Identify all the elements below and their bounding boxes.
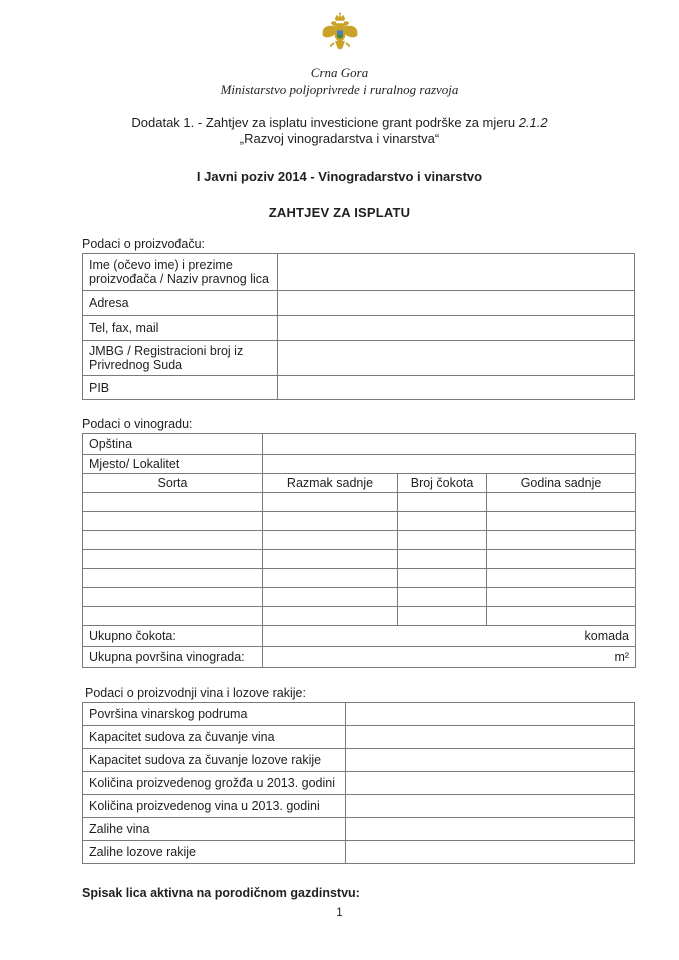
col-header-razmak: Razmak sadnje xyxy=(263,474,398,493)
vineyard-cell-sorta[interactable] xyxy=(83,493,263,512)
vineyard-cell-sorta[interactable] xyxy=(83,550,263,569)
vineyard-cell-godina[interactable] xyxy=(487,569,636,588)
title-dodatak-text: Dodatak 1. - Zahtjev za isplatu investicione grant podrške za mjeru xyxy=(131,115,519,130)
input-zalihe-rakije-cell[interactable] xyxy=(346,841,635,864)
col-header-broj-cokota: Broj čokota xyxy=(398,474,487,493)
vineyard-cell-sorta[interactable] xyxy=(83,531,263,550)
vineyard-cell-broj-cokota[interactable] xyxy=(398,512,487,531)
vineyard-cell-broj-cokota[interactable] xyxy=(398,550,487,569)
label-povrsina-podruma: Površina vinarskog podruma xyxy=(83,703,346,726)
input-kolicina-vina-cell[interactable] xyxy=(346,795,635,818)
input-address-cell[interactable] xyxy=(278,291,635,316)
vineyard-empty-row xyxy=(83,588,636,607)
vineyard-cell-godina[interactable] xyxy=(487,550,636,569)
public-call-title: I Javni poziv 2014 - Vinogradarstvo i vinarstvo xyxy=(196,169,483,184)
col-header-sorta: Sorta xyxy=(83,474,263,493)
header-crest xyxy=(0,0,679,58)
vineyard-cell-godina[interactable] xyxy=(487,588,636,607)
title-subtitle: „Razvoj vinogradarstva i vinarstva“ xyxy=(239,131,440,146)
label-kapacitet-rakije: Kapacitet sudova za čuvanje lozove rakije xyxy=(83,749,346,772)
vineyard-cell-godina[interactable] xyxy=(487,531,636,550)
input-opstina-cell[interactable] xyxy=(263,434,636,455)
input-kapacitet-rakije-cell[interactable] xyxy=(346,749,635,772)
vineyard-empty-row xyxy=(83,569,636,588)
jmbg-digit-cells xyxy=(278,341,635,376)
vineyard-cell-razmak[interactable] xyxy=(263,531,398,550)
label-contact: Tel, fax, mail xyxy=(83,316,278,341)
input-ukupno-cokota-cell[interactable] xyxy=(263,626,636,647)
vineyard-empty-row xyxy=(83,512,636,531)
vineyard-cell-razmak[interactable] xyxy=(263,607,398,626)
label-kolicina-vina: Količina proizvedenog vina u 2013. godini xyxy=(83,795,346,818)
label-opstina: Opština xyxy=(83,434,263,455)
label-mjesto: Mjesto/ Lokalitet xyxy=(83,455,263,474)
label-address: Adresa xyxy=(83,291,278,316)
vineyard-cell-sorta[interactable] xyxy=(83,607,263,626)
label-kapacitet-vina: Kapacitet sudova za čuvanje vina xyxy=(83,726,346,749)
vineyard-empty-row xyxy=(83,607,636,626)
producer-table xyxy=(82,253,635,400)
vineyard-cell-godina[interactable] xyxy=(487,607,636,626)
label-pib: PIB xyxy=(83,376,278,400)
spisak-title: Spisak lica aktivna na porodičnom gazdinstvu: xyxy=(82,886,360,900)
unit-komada: komada xyxy=(584,629,630,643)
montenegro-coat-of-arms-icon xyxy=(319,12,361,58)
title-measure-number: 2.1.2 xyxy=(518,115,548,130)
vineyard-cell-broj-cokota[interactable] xyxy=(398,493,487,512)
vineyard-cell-razmak[interactable] xyxy=(263,493,398,512)
input-kolicina-grozdja-cell[interactable] xyxy=(346,772,635,795)
vineyard-cell-sorta[interactable] xyxy=(83,569,263,588)
label-ukupna-povrsina: Ukupna površina vinograda: xyxy=(83,647,263,668)
label-kolicina-grozdja: Količina proizvedenog grožđa u 2013. godini xyxy=(83,772,346,795)
page-number: 1 xyxy=(336,907,343,919)
pib-digit-cells xyxy=(278,376,635,400)
label-ukupno-cokota: Ukupno čokota: xyxy=(83,626,263,647)
vineyard-cell-godina[interactable] xyxy=(487,512,636,531)
vineyard-cell-broj-cokota[interactable] xyxy=(398,569,487,588)
vineyard-cell-razmak[interactable] xyxy=(263,569,398,588)
vineyard-cell-broj-cokota[interactable] xyxy=(398,588,487,607)
section-title-vineyard: Podaci o vinogradu: xyxy=(82,417,193,431)
label-name: Ime (očevo ime) i prezime proizvođača / Naziv pravnog lica xyxy=(83,254,278,291)
vineyard-cell-razmak[interactable] xyxy=(263,512,398,531)
production-table xyxy=(82,702,635,864)
vineyard-empty-row xyxy=(83,493,636,512)
input-mjesto-cell[interactable] xyxy=(263,455,636,474)
section-title-producer: Podaci o proizvođaču: xyxy=(82,237,205,251)
input-contact-cell[interactable] xyxy=(278,316,635,341)
vineyard-cell-sorta[interactable] xyxy=(83,512,263,531)
vineyard-empty-row xyxy=(83,550,636,569)
input-zalihe-vina-cell[interactable] xyxy=(346,818,635,841)
vineyard-cell-razmak[interactable] xyxy=(263,588,398,607)
col-header-godina: Godina sadnje xyxy=(487,474,636,493)
vineyard-cell-broj-cokota[interactable] xyxy=(398,607,487,626)
input-ukupna-povrsina-cell[interactable] xyxy=(263,647,636,668)
document-title xyxy=(0,115,679,147)
vineyard-cell-broj-cokota[interactable] xyxy=(398,531,487,550)
label-jmbg: JMBG / Registracioni broj iz Privrednog Suda xyxy=(83,341,278,376)
input-kapacitet-vina-cell[interactable] xyxy=(346,726,635,749)
vineyard-empty-row xyxy=(83,531,636,550)
label-zalihe-rakije: Zalihe lozove rakije xyxy=(83,841,346,864)
label-zalihe-vina: Zalihe vina xyxy=(83,818,346,841)
vineyard-cell-razmak[interactable] xyxy=(263,550,398,569)
country-name: Crna Gora xyxy=(310,65,369,80)
input-povrsina-podruma-cell[interactable] xyxy=(346,703,635,726)
unit-m2: m² xyxy=(614,650,630,664)
vineyard-table xyxy=(82,433,636,668)
section-title-production: Podaci o proizvodnji vina i lozove rakije: xyxy=(85,686,306,700)
input-name-cell[interactable] xyxy=(278,254,635,291)
vineyard-cell-sorta[interactable] xyxy=(83,588,263,607)
form-title: ZAHTJEV ZA ISPLATU xyxy=(268,205,411,220)
ministry-name: Ministarstvo poljoprivrede i ruralnog razvoja xyxy=(220,82,459,97)
vineyard-cell-godina[interactable] xyxy=(487,493,636,512)
